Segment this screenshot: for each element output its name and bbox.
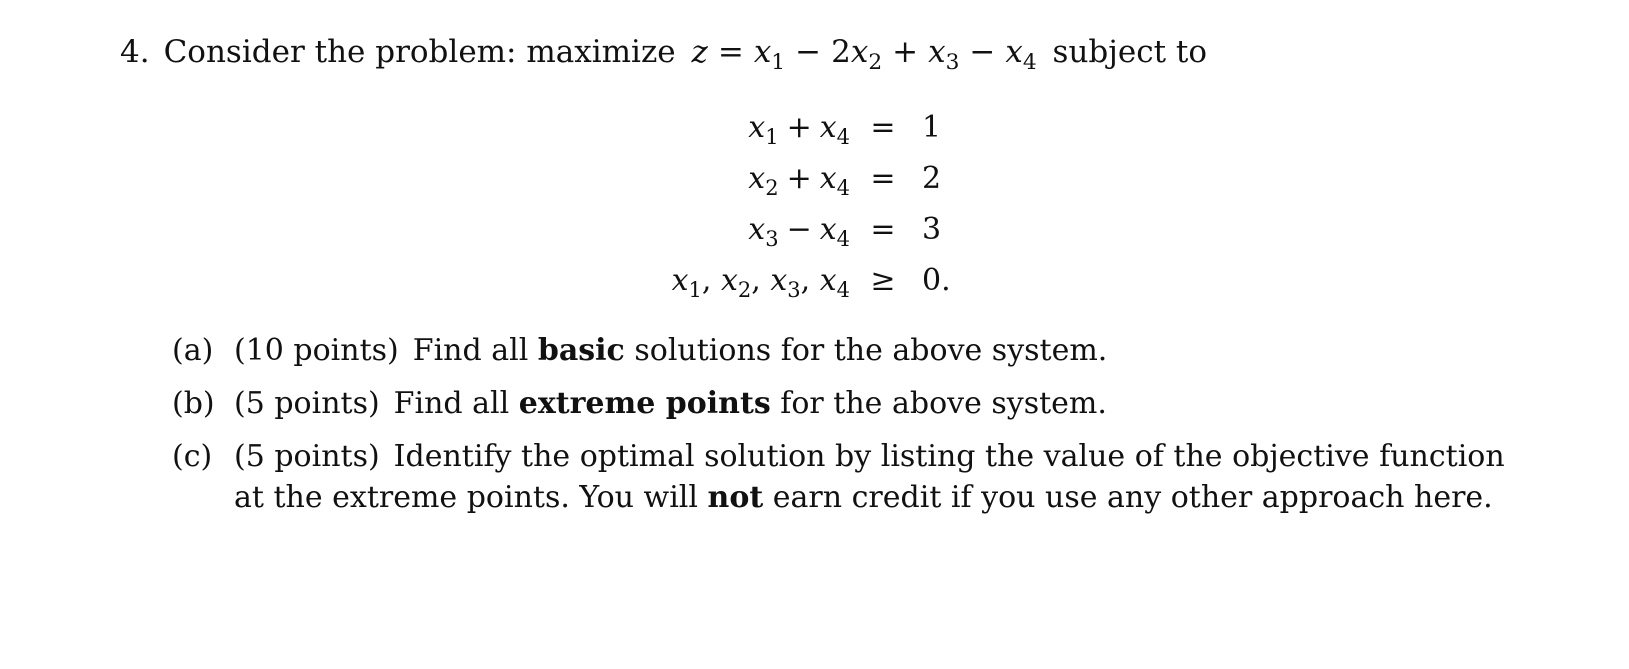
objective-var: z bbox=[691, 34, 708, 70]
nonnegativity-rhs: 0. bbox=[922, 263, 951, 298]
problem-number: 4. bbox=[120, 34, 150, 70]
objective-eq: = bbox=[717, 34, 744, 70]
constraint-rhs: 2 bbox=[922, 161, 942, 196]
part-label: (b) bbox=[172, 386, 215, 421]
part-bold-term: not bbox=[707, 480, 764, 515]
objective-op-2: − bbox=[795, 34, 822, 70]
objective-term-4: $x_4$ bbox=[1005, 34, 1037, 76]
question-parts bbox=[172, 330, 1512, 530]
part-text-before: Find all bbox=[393, 386, 510, 421]
part-text-after: earn credit if you use any other approach here. bbox=[772, 480, 1493, 515]
constraint-rhs: 3 bbox=[922, 212, 942, 247]
constraint-system bbox=[640, 104, 1020, 308]
constraint-row bbox=[640, 206, 1020, 257]
part-bold-term: basic bbox=[537, 333, 625, 368]
part-a bbox=[172, 330, 1512, 371]
constraint-row bbox=[640, 155, 1020, 206]
nonnegativity-vars: $x_1$, $x_2$, $x_3$, $x_4$ bbox=[671, 263, 850, 302]
constraint-row bbox=[640, 104, 1020, 155]
part-text-after: solutions for the above system. bbox=[634, 333, 1108, 368]
nonnegativity-relation: ≥ bbox=[870, 263, 896, 298]
part-text-before: Find all bbox=[412, 333, 529, 368]
part-b bbox=[172, 383, 1512, 424]
objective-op-3: + bbox=[892, 34, 919, 70]
constraint-relation: = bbox=[870, 212, 896, 247]
clipped-previous-line bbox=[0, 0, 1629, 4]
objective-term-1: $x_1$ bbox=[753, 34, 786, 76]
problem-intro: Consider the problem: maximize bbox=[163, 34, 676, 70]
objective-term-2: $2x_2$ bbox=[831, 34, 883, 76]
problem-tail: subject to bbox=[1052, 34, 1208, 70]
part-label: (c) bbox=[172, 439, 213, 474]
constraint-lhs: $x_2 + x_4$ bbox=[748, 161, 850, 200]
part-c bbox=[172, 436, 1512, 518]
objective-term-3: $x_3$ bbox=[928, 34, 960, 76]
objective-function bbox=[691, 34, 1046, 76]
constraint-relation: = bbox=[870, 110, 896, 145]
constraint-relation: = bbox=[870, 161, 896, 196]
part-bold-term: extreme points bbox=[518, 386, 771, 421]
part-text-after: for the above system. bbox=[780, 386, 1107, 421]
part-points: (10 points) bbox=[234, 333, 399, 368]
constraint-lhs: $x_3 - x_4$ bbox=[748, 212, 850, 251]
nonnegativity-row bbox=[640, 257, 1020, 308]
part-text-before: Identify the optimal solution by listing the value of the objective function at the extreme points. You will bbox=[234, 439, 1505, 515]
part-points: (5 points) bbox=[234, 439, 380, 474]
constraint-lhs: $x_1 + x_4$ bbox=[748, 110, 850, 149]
part-points: (5 points) bbox=[234, 386, 380, 421]
part-label: (a) bbox=[172, 333, 214, 368]
constraint-rhs: 1 bbox=[922, 110, 942, 145]
problem-statement bbox=[120, 30, 1207, 85]
objective-op-4: − bbox=[969, 34, 996, 70]
